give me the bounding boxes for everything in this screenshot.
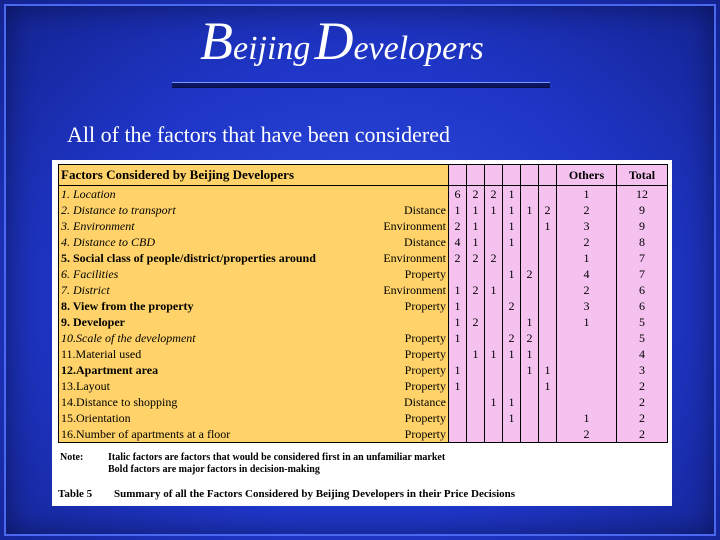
developer-count-cell: 2 xyxy=(485,186,503,203)
developer-count-cell: 6 xyxy=(449,186,467,203)
header-total: Total xyxy=(617,165,668,186)
developer-count-cell xyxy=(467,426,485,443)
table-body xyxy=(59,186,668,443)
developer-count-cell: 1 xyxy=(449,298,467,314)
factor-category: Environment xyxy=(359,250,449,266)
total-count: 6 xyxy=(617,298,668,314)
note-line-bold: Bold factors are major factors in decision-making xyxy=(108,464,320,475)
developer-count-cell xyxy=(539,186,557,203)
developer-count-cell xyxy=(449,346,467,362)
developer-count-cell: 1 xyxy=(449,202,467,218)
developer-count-cell: 1 xyxy=(503,234,521,250)
developer-count-cell: 1 xyxy=(539,362,557,378)
developer-count-cell xyxy=(521,282,539,298)
developer-count-cell: 1 xyxy=(539,378,557,394)
factor-category: Property xyxy=(359,298,449,314)
developer-count-cell: 2 xyxy=(539,202,557,218)
total-count: 5 xyxy=(617,314,668,330)
developer-count-cell: 2 xyxy=(485,250,503,266)
developer-count-cell: 1 xyxy=(449,282,467,298)
note-label: Note: xyxy=(60,452,84,463)
developer-count-cell xyxy=(539,282,557,298)
factor-name: 6. Facilities xyxy=(59,266,359,282)
others-count: 4 xyxy=(557,266,617,282)
caption-table-number: Table 5 xyxy=(58,488,93,500)
header-blank-cell xyxy=(539,165,557,186)
title-word-2-rest: evelopers xyxy=(353,30,484,67)
factor-category: Property xyxy=(359,378,449,394)
developer-count-cell: 2 xyxy=(467,282,485,298)
developer-count-cell: 1 xyxy=(503,202,521,218)
developer-count-cell: 1 xyxy=(521,362,539,378)
developer-count-cell xyxy=(467,330,485,346)
developer-count-cell xyxy=(539,426,557,443)
developer-count-cell: 1 xyxy=(539,218,557,234)
developer-count-cell: 1 xyxy=(503,266,521,282)
table-row xyxy=(59,218,668,234)
developer-count-cell: 2 xyxy=(521,330,539,346)
header-others: Others xyxy=(557,165,617,186)
factor-category: Distance xyxy=(359,202,449,218)
developer-count-cell xyxy=(449,394,467,410)
developer-count-cell: 1 xyxy=(503,346,521,362)
factor-name: 4. Distance to CBD xyxy=(59,234,359,250)
factor-name: 11.Material used xyxy=(59,346,359,362)
developer-count-cell xyxy=(521,234,539,250)
developer-count-cell xyxy=(485,330,503,346)
header-blank-cell xyxy=(521,165,539,186)
developer-count-cell xyxy=(539,250,557,266)
developer-count-cell: 1 xyxy=(485,346,503,362)
factor-name: 12.Apartment area xyxy=(59,362,359,378)
developer-count-cell: 1 xyxy=(521,314,539,330)
developer-count-cell xyxy=(539,330,557,346)
factor-category: Environment xyxy=(359,282,449,298)
header-blank-cell xyxy=(449,165,467,186)
others-count: 1 xyxy=(557,250,617,266)
header-blank-cell xyxy=(485,165,503,186)
scanned-table-panel xyxy=(52,160,672,506)
factor-category: Property xyxy=(359,330,449,346)
table-row xyxy=(59,298,668,314)
factor-category: Property xyxy=(359,410,449,426)
slide-title xyxy=(200,10,560,72)
factor-name: 15.Orientation xyxy=(59,410,359,426)
table-row xyxy=(59,186,668,203)
developer-count-cell xyxy=(449,426,467,443)
total-count: 9 xyxy=(617,218,668,234)
developer-count-cell xyxy=(539,314,557,330)
others-count xyxy=(557,346,617,362)
note-line-italic: Italic factors are factors that would be considered first in an unfamiliar market xyxy=(108,452,446,463)
developer-count-cell xyxy=(467,362,485,378)
others-count: 1 xyxy=(557,410,617,426)
developer-count-cell xyxy=(539,346,557,362)
factor-category xyxy=(359,186,449,203)
factor-category xyxy=(359,314,449,330)
table-row xyxy=(59,410,668,426)
developer-count-cell: 2 xyxy=(467,314,485,330)
factor-name: 16.Number of apartments at a floor xyxy=(59,426,359,443)
developer-count-cell xyxy=(521,378,539,394)
title-word-1-rest: eijing xyxy=(233,30,311,67)
total-count: 6 xyxy=(617,282,668,298)
developer-count-cell xyxy=(503,378,521,394)
developer-count-cell xyxy=(485,298,503,314)
others-count: 2 xyxy=(557,426,617,443)
developer-count-cell: 2 xyxy=(449,218,467,234)
developer-count-cell xyxy=(485,362,503,378)
others-count xyxy=(557,330,617,346)
factor-name: 10.Scale of the development xyxy=(59,330,359,346)
developer-count-cell xyxy=(449,410,467,426)
developer-count-cell xyxy=(467,410,485,426)
factor-name: 1. Location xyxy=(59,186,359,203)
slide-subtitle: All of the factors that have been considered xyxy=(67,122,451,147)
developer-count-cell xyxy=(539,234,557,250)
table-row xyxy=(59,330,668,346)
developer-count-cell xyxy=(539,298,557,314)
developer-count-cell: 1 xyxy=(503,394,521,410)
total-count: 4 xyxy=(617,346,668,362)
others-count: 3 xyxy=(557,218,617,234)
developer-count-cell xyxy=(485,426,503,443)
developer-count-cell: 1 xyxy=(449,314,467,330)
developer-count-cell xyxy=(521,426,539,443)
developer-count-cell xyxy=(521,410,539,426)
table-row xyxy=(59,362,668,378)
total-count: 12 xyxy=(617,186,668,203)
factor-category: Property xyxy=(359,362,449,378)
developer-count-cell xyxy=(539,266,557,282)
developer-count-cell xyxy=(539,394,557,410)
developer-count-cell xyxy=(485,314,503,330)
factors-table xyxy=(58,164,668,443)
header-blank-cell xyxy=(503,165,521,186)
others-count xyxy=(557,378,617,394)
factor-name: 14.Distance to shopping xyxy=(59,394,359,410)
header-blank-cell xyxy=(467,165,485,186)
developer-count-cell: 1 xyxy=(503,218,521,234)
others-count: 2 xyxy=(557,282,617,298)
factor-category: Property xyxy=(359,426,449,443)
developer-count-cell: 1 xyxy=(467,234,485,250)
developer-count-cell xyxy=(503,362,521,378)
factor-category: Distance xyxy=(359,394,449,410)
developer-count-cell: 1 xyxy=(467,218,485,234)
developer-count-cell: 2 xyxy=(521,266,539,282)
developer-count-cell: 2 xyxy=(449,250,467,266)
developer-count-cell: 1 xyxy=(485,394,503,410)
table-row xyxy=(59,394,668,410)
others-count: 2 xyxy=(557,202,617,218)
table-row xyxy=(59,250,668,266)
table-header-row xyxy=(59,165,668,186)
developer-count-cell xyxy=(521,218,539,234)
others-count: 1 xyxy=(557,186,617,203)
developer-count-cell: 2 xyxy=(503,298,521,314)
developer-count-cell xyxy=(521,298,539,314)
developer-count-cell xyxy=(485,234,503,250)
developer-count-cell xyxy=(503,314,521,330)
factor-name: 7. District xyxy=(59,282,359,298)
developer-count-cell: 1 xyxy=(521,346,539,362)
factor-name: 13.Layout xyxy=(59,378,359,394)
developer-count-cell: 1 xyxy=(503,410,521,426)
developer-count-cell: 1 xyxy=(521,202,539,218)
developer-count-cell: 1 xyxy=(503,186,521,203)
factor-category: Environment xyxy=(359,218,449,234)
developer-count-cell xyxy=(503,282,521,298)
total-count: 9 xyxy=(617,202,668,218)
factor-name: 9. Developer xyxy=(59,314,359,330)
table-row xyxy=(59,346,668,362)
developer-count-cell xyxy=(485,378,503,394)
total-count: 2 xyxy=(617,394,668,410)
developer-count-cell xyxy=(485,410,503,426)
title-underline xyxy=(172,82,550,88)
developer-count-cell xyxy=(485,218,503,234)
developer-count-cell xyxy=(539,410,557,426)
factor-name: 8. View from the property xyxy=(59,298,359,314)
total-count: 7 xyxy=(617,250,668,266)
developer-count-cell: 2 xyxy=(503,330,521,346)
developer-count-cell xyxy=(485,266,503,282)
others-count xyxy=(557,362,617,378)
developer-count-cell xyxy=(467,394,485,410)
others-count: 2 xyxy=(557,234,617,250)
developer-count-cell: 4 xyxy=(449,234,467,250)
developer-count-cell xyxy=(521,250,539,266)
table-row xyxy=(59,282,668,298)
developer-count-cell: 1 xyxy=(485,282,503,298)
developer-count-cell xyxy=(449,266,467,282)
table-row xyxy=(59,266,668,282)
developer-count-cell: 1 xyxy=(467,202,485,218)
developer-count-cell: 1 xyxy=(449,330,467,346)
factor-name: 2. Distance to transport xyxy=(59,202,359,218)
others-count: 1 xyxy=(557,314,617,330)
developer-count-cell: 2 xyxy=(467,186,485,203)
others-count xyxy=(557,394,617,410)
total-count: 7 xyxy=(617,266,668,282)
factor-category: Property xyxy=(359,346,449,362)
total-count: 2 xyxy=(617,426,668,443)
total-count: 2 xyxy=(617,378,668,394)
factor-name: 5. Social class of people/district/properties around xyxy=(59,250,359,266)
table-row xyxy=(59,202,668,218)
developer-count-cell: 1 xyxy=(485,202,503,218)
others-count: 3 xyxy=(557,298,617,314)
developer-count-cell xyxy=(521,394,539,410)
table-row xyxy=(59,426,668,443)
developer-count-cell: 1 xyxy=(449,378,467,394)
table-caption xyxy=(58,488,515,500)
factor-name: 3. Environment xyxy=(59,218,359,234)
table-row xyxy=(59,234,668,250)
developer-count-cell: 1 xyxy=(467,346,485,362)
caption-text: Summary of all the Factors Considered by Beijing Developers in their Price Decisions xyxy=(114,488,516,500)
factor-category: Property xyxy=(359,266,449,282)
header-factors-title: Factors Considered by Beijing Developers xyxy=(59,165,449,186)
title-initial-d: D xyxy=(314,11,354,71)
developer-count-cell xyxy=(503,426,521,443)
title-initial-b: B xyxy=(200,11,233,71)
total-count: 2 xyxy=(617,410,668,426)
table-row xyxy=(59,378,668,394)
total-count: 3 xyxy=(617,362,668,378)
developer-count-cell: 2 xyxy=(467,250,485,266)
developer-count-cell xyxy=(467,378,485,394)
total-count: 8 xyxy=(617,234,668,250)
total-count: 5 xyxy=(617,330,668,346)
factor-category: Distance xyxy=(359,234,449,250)
developer-count-cell xyxy=(521,186,539,203)
developer-count-cell: 1 xyxy=(449,362,467,378)
developer-count-cell xyxy=(467,298,485,314)
developer-count-cell xyxy=(503,250,521,266)
table-row xyxy=(59,314,668,330)
developer-count-cell xyxy=(467,266,485,282)
